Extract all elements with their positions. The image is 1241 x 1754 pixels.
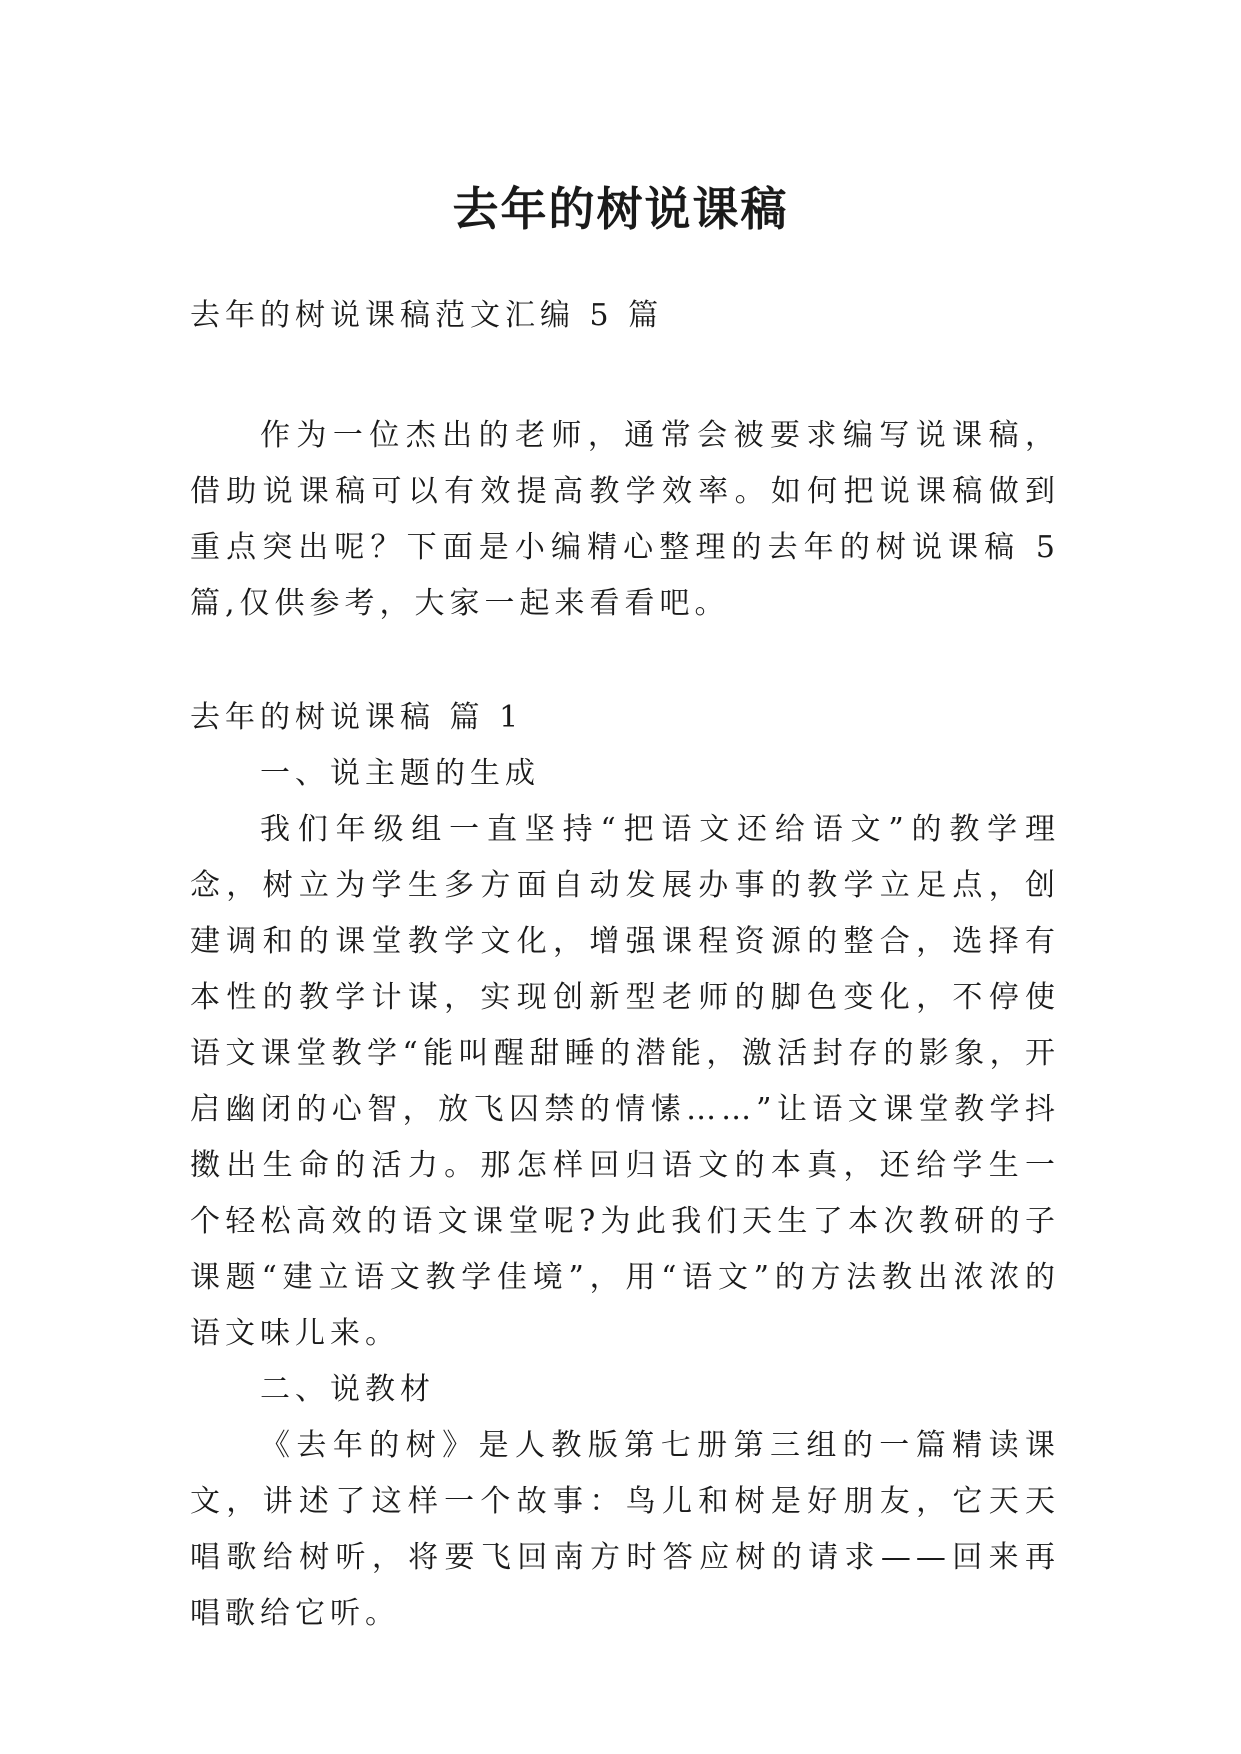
subtitle-text: 去年的树说课稿范文汇编 5 篇 (190, 298, 664, 333)
part-2-paragraph: 《去年的树》是人教版第七册第三组的一篇精读课文，讲述了这样一个故事：鸟儿和树是好朋友，它天天唱歌给树听，将要飞回南方时答应树的请求——回来再唱歌给它听。 (190, 1428, 1060, 1631)
part-1-heading: 一、说主题的生成 (260, 756, 540, 791)
section-1 (190, 690, 1060, 1642)
document-subtitle (190, 288, 1060, 344)
intro-paragraph: 作为一位杰出的老师，通常会被要求编写说课稿，借助说课稿可以有效提高教学效率。如何把说课稿做到重点突出呢？下面是小编精心整理的去年的树说课稿 5 篇,仅供参考，大家一起来看看吧。 (190, 418, 1060, 621)
page-title: 去年的树说课稿 (452, 181, 789, 236)
intro-section (190, 408, 1060, 632)
part-1-paragraph: 我们年级组一直坚持“把语文还给语文”的教学理念，树立为学生多方面自动发展办事的教学立足点，创建调和的课堂教学文化，增强课程资源的整合，选择有本性的教学计谋，实现创新型老师的脚色变化，不停使语文课堂教学“能叫醒甜睡的潜能，激活封存的影象，开启幽闭的心智，放飞囚禁的情愫……”让语文课堂教学抖擞出生命的活力。那怎样回归语文的本真，还给学生一个轻松高效的语文课堂呢?为此我们天生了本次教研的子课题“建立语文教学佳境”，用“语文”的方法教出浓浓的语文味儿来。 (190, 812, 1060, 1351)
part-2-heading: 二、说教材 (260, 1372, 435, 1407)
section-1-heading: 去年的树说课稿 篇 1 (190, 700, 524, 735)
